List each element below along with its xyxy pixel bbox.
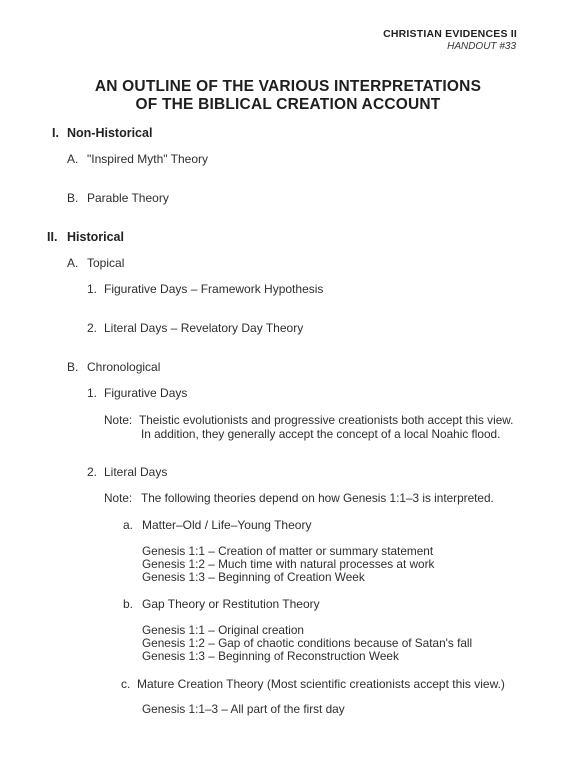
genesis-line: Genesis 1:3 – Beginning of Creation Week xyxy=(142,570,365,584)
figurative-days: Figurative Days xyxy=(104,386,188,400)
revelatory-day-theory: Literal Days – Revelatory Day Theory xyxy=(104,321,304,335)
topical-heading: Topical xyxy=(87,256,125,270)
section-2-marker: II. xyxy=(47,230,58,244)
handout-number: HANDOUT #33 xyxy=(447,41,516,52)
topical-item-2-marker: 2. xyxy=(87,321,98,335)
document-title-line-1: AN OUTLINE OF THE VARIOUS INTERPRETATIONS xyxy=(94,78,482,95)
section-1-marker: I. xyxy=(52,126,59,140)
note-label: Note: xyxy=(104,413,133,427)
document-title-line-2: OF THE BIBLICAL CREATION ACCOUNT xyxy=(135,96,441,113)
theory-a-marker: a. xyxy=(123,518,134,532)
figurative-days-note-line-1: Theistic evolutionists and progressive creationists both accept this view. xyxy=(139,413,514,427)
course-header: CHRISTIAN EVIDENCES II xyxy=(383,28,517,40)
matter-old-life-young-theory: Matter–Old / Life–Young Theory xyxy=(142,518,312,532)
theory-b-marker: b. xyxy=(123,597,134,611)
section-2a-marker: A. xyxy=(67,256,79,270)
literal-days-note: The following theories depend on how Genesis 1:1–3 is interpreted. xyxy=(141,491,494,505)
section-2b-marker: B. xyxy=(67,360,79,374)
theory-c-marker: c. xyxy=(121,677,131,691)
chronological-heading: Chronological xyxy=(87,360,161,374)
genesis-line: Genesis 1:2 – Much time with natural processes at work xyxy=(142,557,435,571)
mature-creation-theory: Mature Creation Theory (Most scientific creationists accept this view.) xyxy=(137,677,505,691)
section-1a-marker: A. xyxy=(67,152,79,166)
genesis-line: Genesis 1:1 – Creation of matter or summary statement xyxy=(142,544,434,558)
parable-theory: Parable Theory xyxy=(87,191,169,205)
genesis-line: Genesis 1:3 – Beginning of Reconstruction Week xyxy=(142,649,399,663)
chronological-item-1-marker: 1. xyxy=(87,386,98,400)
gap-theory: Gap Theory or Restitution Theory xyxy=(142,597,320,611)
literal-days: Literal Days xyxy=(104,465,168,479)
note-label: Note: xyxy=(104,491,133,505)
genesis-line: Genesis 1:2 – Gap of chaotic conditions because of Satan's fall xyxy=(142,636,473,650)
genesis-line: Genesis 1:1–3 – All part of the first day xyxy=(142,702,345,716)
topical-item-1-marker: 1. xyxy=(87,282,98,296)
genesis-line: Genesis 1:1 – Original creation xyxy=(142,623,304,637)
framework-hypothesis: Figurative Days – Framework Hypothesis xyxy=(104,282,324,296)
section-1b-marker: B. xyxy=(67,191,79,205)
section-1-heading: Non-Historical xyxy=(67,126,153,140)
chronological-item-2-marker: 2. xyxy=(87,465,98,479)
figurative-days-note-line-2: In addition, they generally accept the concept of a local Noahic flood. xyxy=(141,427,501,441)
section-2-heading: Historical xyxy=(67,230,124,244)
inspired-myth-theory: "Inspired Myth" Theory xyxy=(87,152,209,166)
